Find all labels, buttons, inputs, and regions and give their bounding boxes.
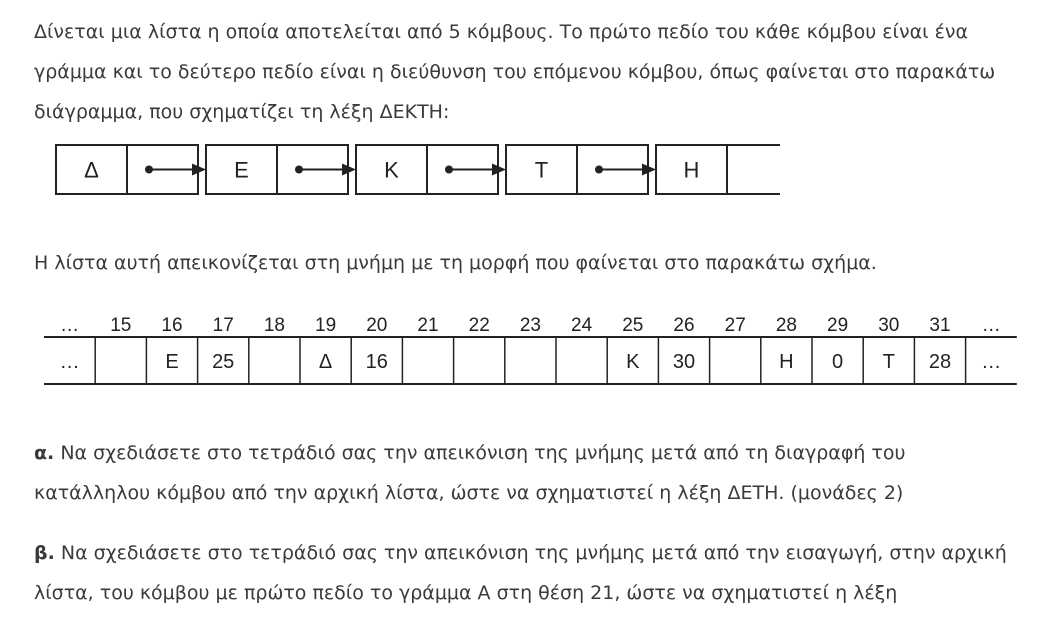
list-node <box>656 145 780 194</box>
node-letter: Δ <box>84 157 99 183</box>
node-letter: Τ <box>534 157 549 183</box>
memory-cell-value: … <box>981 351 1002 373</box>
node-letter: Η <box>683 157 700 183</box>
memory-cell-value: Τ <box>882 351 895 373</box>
node-letter: Ε <box>234 157 249 183</box>
memory-address: 18 <box>263 315 285 336</box>
question-alpha-label: α. <box>34 442 55 464</box>
memory-address: 17 <box>212 315 234 336</box>
list-node <box>206 145 356 194</box>
memory-paragraph: Η λίστα αυτή απεικονίζεται στη μνήμη με τη μορφή που φαίνεται στο παρακάτω σχήμα. <box>34 252 877 274</box>
question-beta <box>34 533 1024 613</box>
memory-cell-value: Δ <box>318 351 333 373</box>
memory-address: 30 <box>878 315 900 336</box>
memory-address: 25 <box>622 315 644 336</box>
question-beta-label: β. <box>34 542 55 564</box>
memory-cell-value: 28 <box>928 351 952 373</box>
question-alpha-text: Να σχεδιάσετε στο τετράδιό σας την απεικόνιση της μνήμης μετά από τη διαγραφή του κατάλληλου κόμβου από την αρχική λίστα, ώστε να σχηματιστεί η λέξη ΔΕΤΗ. (μονάδες 2) <box>34 442 906 504</box>
memory-cell-value: Κ <box>626 351 640 373</box>
memory-table <box>40 312 1020 390</box>
memory-cell-value: … <box>59 351 80 373</box>
memory-address: 16 <box>161 315 183 336</box>
linked-list-diagram <box>50 140 780 202</box>
memory-address: 21 <box>417 315 439 336</box>
memory-address: 26 <box>673 315 695 336</box>
list-node <box>56 145 206 194</box>
memory-address: 29 <box>827 315 849 336</box>
memory-address: 24 <box>571 315 593 336</box>
question-alpha <box>34 433 1024 513</box>
memory-cell-value: 16 <box>365 351 388 373</box>
list-node <box>356 145 506 194</box>
memory-cell-value: 25 <box>212 351 235 373</box>
node-letter: Κ <box>384 157 399 183</box>
memory-cell-value: Ε <box>165 351 179 373</box>
list-node <box>506 145 656 194</box>
memory-address: … <box>981 315 1001 336</box>
memory-address: 22 <box>468 315 490 336</box>
memory-cell-value: 0 <box>832 351 844 373</box>
memory-address: 28 <box>775 315 797 336</box>
memory-address: 27 <box>724 315 746 336</box>
intro-paragraph: Δίνεται μια λίστα η οποία αποτελείται από 5 κόμβους. Το πρώτο πεδίο του κάθε κόμβου είναι ένα γράμμα και το δεύτερο πεδίο είναι η διεύθυνση του επόμενου κόμβου, όπως φαίνεται στο παρακάτω διάγραμμα, που σχηματίζει τη λέξη ΔΕΚΤΗ: <box>34 21 996 123</box>
node-box <box>656 145 780 194</box>
memory-address: 20 <box>366 315 388 336</box>
memory-cell-value: 30 <box>672 351 696 373</box>
question-beta-text: Να σχεδιάσετε στο τετράδιό σας την απεικόνιση της μνήμης μετά από την εισαγωγή, στην αρχική λίστα, του κόμβου με πρώτο πεδίο το γράμμα Α στη θέση 21, ώστε να σχηματιστεί η λέξη <box>34 542 1007 604</box>
memory-address: 19 <box>315 315 337 336</box>
memory-address: … <box>60 315 80 336</box>
memory-address: 31 <box>929 315 951 336</box>
memory-address: 23 <box>519 315 541 336</box>
memory-cell-value: Η <box>779 351 794 373</box>
memory-address: 15 <box>110 315 132 336</box>
